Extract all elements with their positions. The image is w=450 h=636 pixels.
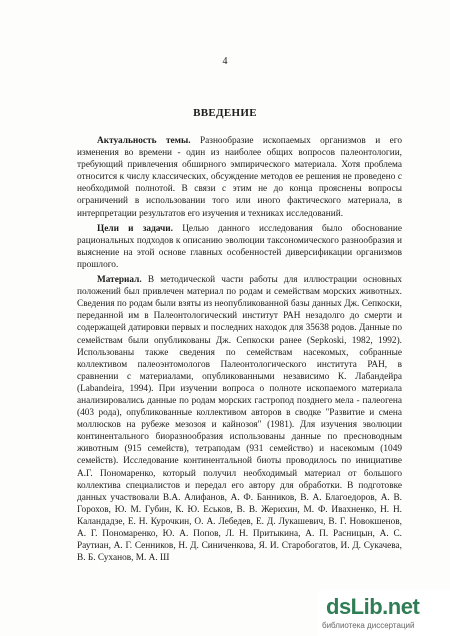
paragraph-text: В методической части работы для иллюстрации основных положений был привлечен материал по родам и семействам морских животных. Сведения по родам были взяты из неопубликованной базы данных Дж. Сепкоски, переданной им в Палеонтологический институт РАН незадолго до смерти и содержащей датировки первых и последних находок для 35638 родов. Данные по семействам были опубликованы Дж. Сепкоски ранее (Sepkoski, 1982, 1992). Использованы также сведения по семействам насекомых, собранные коллективом палеоэнтомологов Палеонтологического института РАН, в сравнении с материалами, опубликованными независимо К. Лабандейра (Labandeira, 1994). При изучении вопроса о полноте ископаемого материала анализировались данные по родам морских гастропод позднего мела - палеогена (403 рода), опубликованные коллективом авторов в сводке "Развитие и смена моллюсков на рубеже мезозоя и кайнозоя" (1981). Для изучения эволюции континентального биоразнообразия использованы данные по пресноводным животным (915 семейств), тетраподам (931 семейство) и насекомым (1049 семейств). Исследование континентальной биоты проводилось по инициативе А.Г. Пономаренко, который получил необходимый материал от большого коллектива специалистов и передал его автору для обработки. В подготовке данных участвовали В.А. Алифанов, А. Ф. Банников, В. А. Благоедоров, А. В. Горохов, Ю. М. Губин, К. Ю. Еськов, В. В. Жерихин, М. Ф. Ивахненко, Н. Н. Каландадзе, Е. Н. Курочкин, О. А. Лебедев, Е. Д. Лукашевич, В. Г. Новокшенов, А. Г. Пономаренко, Ю. А. Попов, Л. Н. Притыкина, А. П. Расницын, А. С. Раутиан, А. Г. Сенников, Н. Д. Синиченкова, Я. И. Старобогатов, И. Д. Сукачева, В. Б. Суханов, М. А. Ш [77, 275, 402, 564]
watermark-logo: dsLib.net [326, 594, 420, 619]
paragraph-goals [77, 223, 402, 271]
paragraph-text: Разнообразие ископаемых организмов и его изменения во времени - один из наиболее общих вопросов палеонтологии, требующий привлечения обширного эмпирического материала. Хотя проблема относится к числу классических, обсуждение методов ее решения не проведено с необходимой полнотой. В связи с этим не до конца прояснены вопросы ограничений в использовании того или иного фактического материала, в интерпретации результатов его изучения и техниках исследований. [77, 136, 402, 219]
paragraph-text: Целью данного исследования было обоснование рациональных подходов к описанию эволюции таксономического разнообразия и выяснение на этой основе главных особенностей диверсификации организмов прошлого. [77, 223, 402, 270]
watermark-tagline: библиотека диссертаций [322, 621, 415, 630]
paragraph-material [77, 274, 402, 564]
watermark [318, 590, 450, 636]
page-number: 4 [222, 56, 228, 67]
paragraph-lead: Материал. [97, 275, 142, 286]
body-text [77, 135, 402, 564]
paragraph-relevance [77, 135, 402, 220]
paragraph-lead: Актуальность темы. [97, 136, 191, 146]
paragraph-lead: Цели и задачи. [97, 223, 173, 234]
section-heading: ВВЕДЕНИЕ [193, 107, 257, 119]
